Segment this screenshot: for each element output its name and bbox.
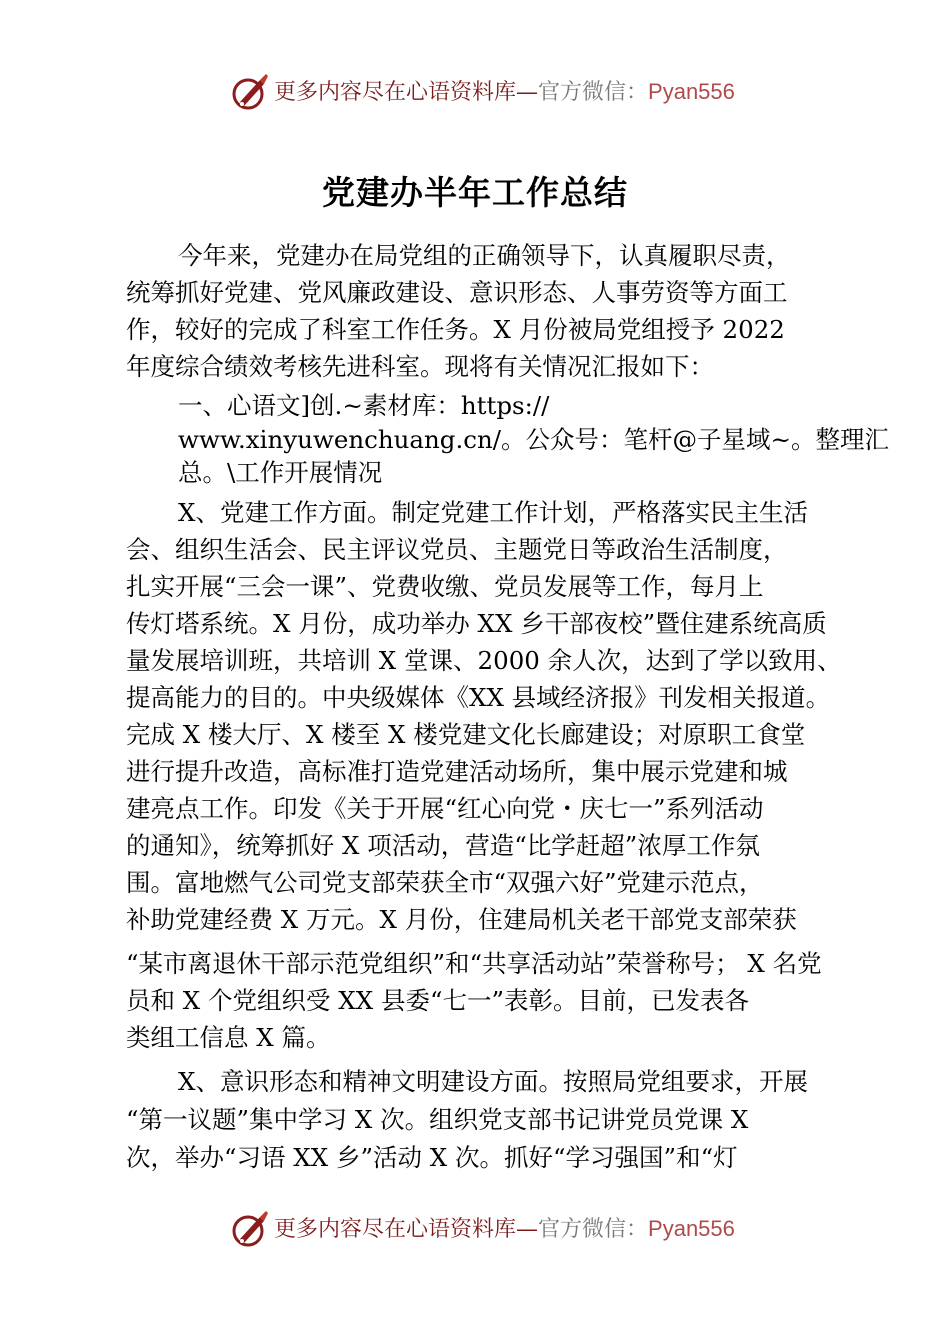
body-line: 量发展培训班，共培训 X 堂课、2000 余人次，达到了学以致用、	[126, 646, 842, 675]
body-line: 一、心语文]创.~素材库：https://	[178, 391, 550, 420]
section-heading: 总。\工作开展情况	[178, 458, 383, 487]
body-line: 提高能力的目的。中央级媒体《XX 县域经济报》刊发相关报道。	[126, 683, 831, 712]
banner-wechat-label: 官方微信：	[538, 1217, 649, 1242]
body-line: 会、组织生活会、民主评议党员、主题党日等政治生活制度，	[126, 535, 788, 564]
header-banner	[0, 68, 950, 118]
banner-wechat-id: Pyan556	[648, 79, 735, 104]
body-line: X、意识形态和精神文明建设方面。按照局党组要求，开展	[178, 1067, 808, 1096]
body-line: 今年来，党建办在局党组的正确领导下，认真履职尽责，	[178, 241, 791, 270]
body-line: 进行提升改造，高标准打造党建活动场所，集中展示党建和城	[126, 757, 788, 786]
body-line: 的通知》，统筹抓好 X 项活动，营造“比学赶超”浓厚工作氛	[126, 831, 760, 860]
banner-text	[274, 1215, 735, 1244]
body-line: 补助党建经费 X 万元。X 月份，住建局机关老干部党支部荣获	[126, 905, 797, 934]
body-line: 类组工信息 X 篇。	[126, 1023, 331, 1052]
body-line: 年度综合绩效考核先进科室。现将有关情况汇报如下：	[126, 352, 714, 381]
body-line: 作，较好的完成了科室工作任务。X 月份被局党组授予 2022	[126, 315, 785, 344]
document-title: 党建办半年工作总结	[322, 173, 628, 212]
body-line: 建亮点工作。印发《关于开展“红心向党・庆七一”系列活动	[126, 794, 764, 823]
banner-text	[274, 78, 735, 107]
pen-logo-icon	[230, 1209, 270, 1249]
banner-main-text: 更多内容尽在心语资料库	[274, 1217, 517, 1242]
body-line: “某市离退休干部示范党组织”和“共享活动站”荣誉称号； X 名党	[126, 949, 822, 978]
banner-separator: —	[516, 1217, 539, 1242]
banner-wechat-id: Pyan556	[648, 1216, 735, 1241]
body-line: 次，举办“习语 XX 乡”活动 X 次。抓好“学习强国”和“灯	[126, 1143, 738, 1172]
body-line: 围。富地燃气公司党支部荣获全市“双强六好”党建示范点，	[126, 868, 764, 897]
body-line: 统筹抓好党建、党风廉政建设、意识形态、人事劳资等方面工	[126, 278, 788, 307]
body-line: 传灯塔系统。X 月份，成功举办 XX 乡干部夜校”暨住建系统高质	[126, 609, 827, 638]
body-line: 扎实开展“三会一课”、党费收缴、党员发展等工作，每月上	[126, 572, 764, 601]
body-line: www.xinyuwenchuang.cn/。公众号：笔杆@子星域~。整理汇	[178, 425, 890, 454]
body-line: 完成 X 楼大厅、X 楼至 X 楼党建文化长廊建设；对原职工食堂	[126, 720, 806, 749]
pen-logo-icon	[230, 72, 270, 112]
body-line: 员和 X 个党组织受 XX 县委“七一”表彰。目前，已发表各	[126, 986, 750, 1015]
body-line: “第一议题”集中学习 X 次。组织党支部书记讲党员党课 X	[126, 1105, 749, 1134]
banner-main-text: 更多内容尽在心语资料库	[274, 80, 517, 105]
banner-separator: —	[516, 80, 539, 105]
body-line: X、党建工作方面。制定党建工作计划，严格落实民主生活	[178, 498, 808, 527]
footer-banner	[0, 1205, 950, 1255]
banner-wechat-label: 官方微信：	[538, 80, 649, 105]
